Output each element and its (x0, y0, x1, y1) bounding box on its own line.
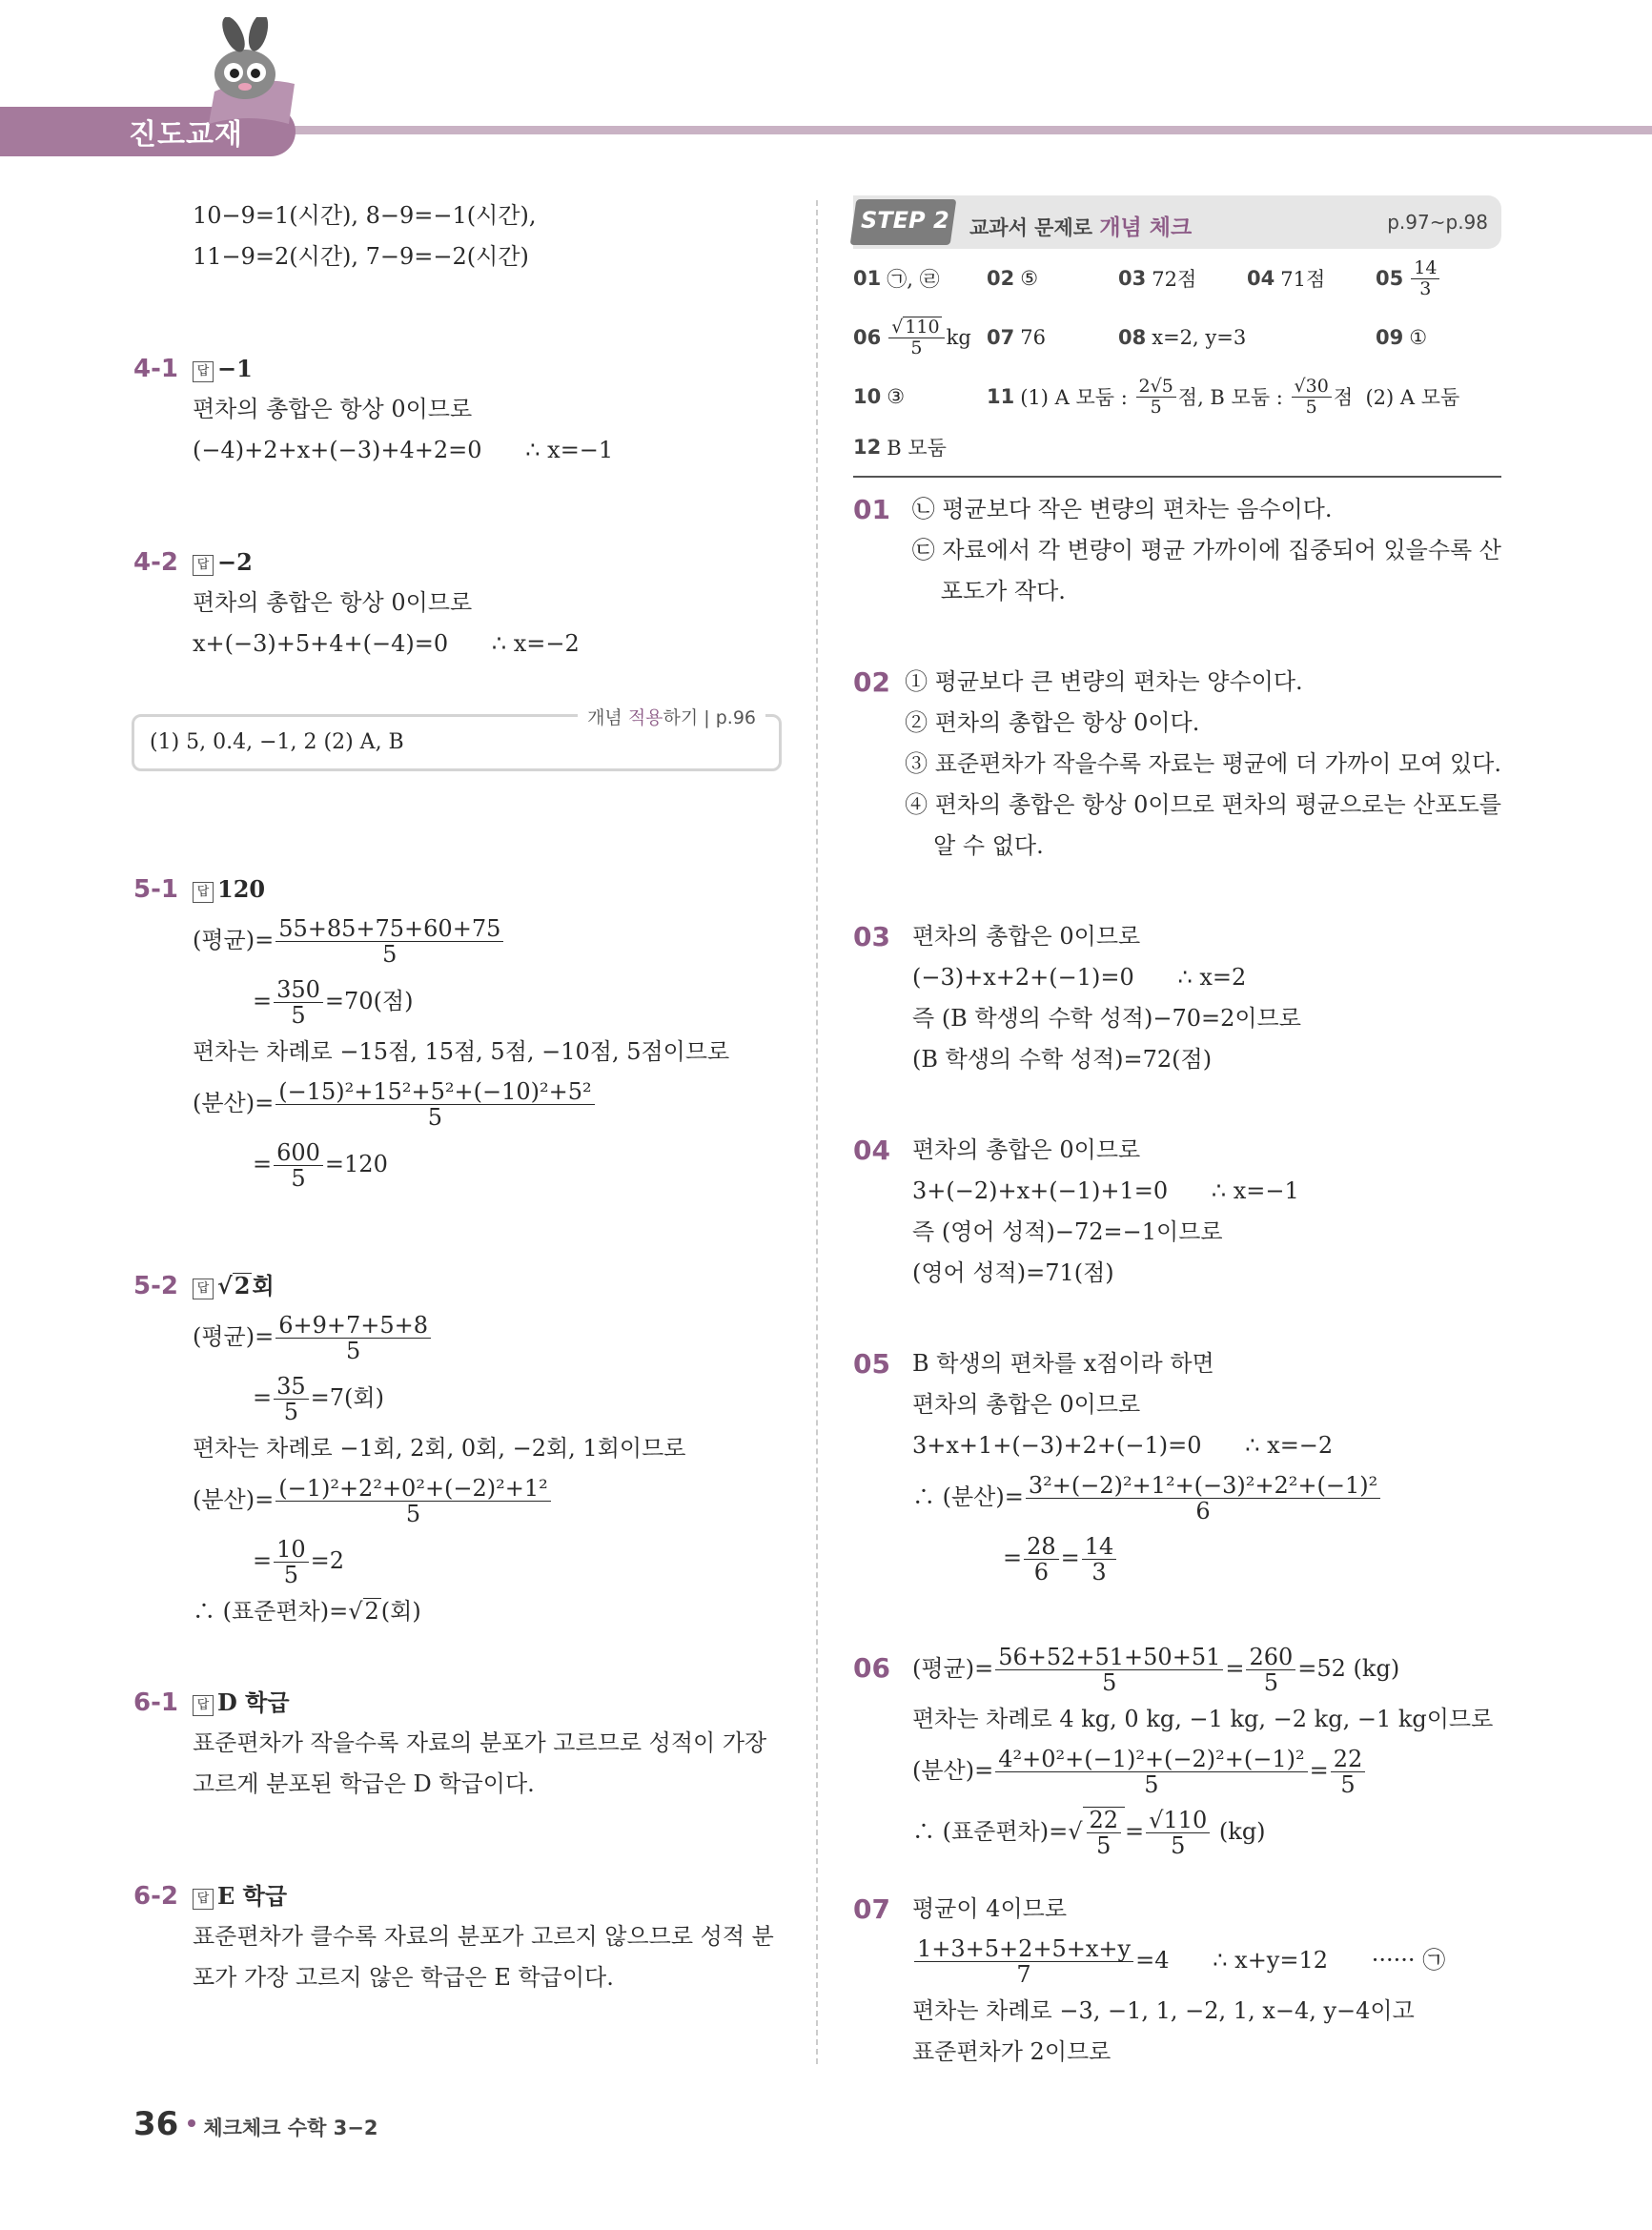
answer-value: E 학급 (217, 1882, 288, 1910)
deviation-line: 편차는 차례로 4 kg, 0 kg, −1 kg, −2 kg, −1 kg이므로 (912, 1706, 1494, 1732)
answer-row (853, 367, 1501, 426)
answer-number: 03 (1118, 267, 1147, 290)
explanation-line: (−3)+x+2+(−1)=0 ∴ x=2 (912, 964, 1247, 991)
fraction (1082, 1534, 1117, 1586)
explanation-line: 편차의 총합은 0이므로 (912, 923, 1141, 950)
lhs: (분산)= (912, 1757, 994, 1784)
answer-number: 01 (853, 267, 882, 290)
lhs: (분산)= (193, 1486, 275, 1513)
bunny-mascot-icon (195, 17, 300, 124)
answer-item (987, 377, 1459, 418)
explanation-line: 즉 (B 학생의 수학 성적)−70=2이므로 (912, 1005, 1301, 1032)
concept-box-label (578, 704, 765, 729)
std-dev-line: ∴ (표준편차)=√2(회) (193, 1598, 421, 1625)
numerator: 35 (274, 1374, 309, 1400)
unit: (회) (380, 1598, 421, 1625)
numerator: 2√5 (1136, 377, 1176, 398)
explanation-line: (B 학생의 수학 성적)=72(점) (912, 1046, 1213, 1073)
explanation-line: 평균이 4이므로 (912, 1895, 1068, 1922)
numerator: 55+85+75+60+75 (275, 916, 503, 942)
explanation-line: 알 수 없다. (933, 832, 1044, 859)
explanation-line: 3+x+1+(−3)+2+(−1)=0 ∴ x=−2 (912, 1432, 1334, 1459)
denominator: 5 (283, 1562, 299, 1588)
answer-value: ㉠, ㉣ (887, 268, 940, 291)
lhs: ∴ (표준편차)= (193, 1598, 349, 1625)
concept-box-body: (1) 5, 0.4, −1, 2 (2) A, B (150, 730, 404, 754)
mean-equation (133, 1306, 801, 1367)
numerator: 22 (1331, 1747, 1366, 1772)
solution-line: 편차의 총합은 항상 0이므로 (193, 589, 473, 616)
unit: 회 (252, 1272, 275, 1299)
fraction (995, 1747, 1307, 1798)
problem-5-2-answer (133, 1265, 801, 1306)
answer-item (1118, 264, 1247, 293)
explanation-line: (영어 성적)=71(점) (912, 1259, 1114, 1286)
answer-text: 점, B 모둠 : (1177, 386, 1290, 409)
explanation-05 (853, 1343, 1501, 1588)
explanation-06 (853, 1638, 1501, 1862)
std-dev-equation: ∴ (표준편차)=√ $\frac{22}{5}$ = $\frac{√110}{5}$ (kg) (912, 1806, 1266, 1859)
left-column (133, 195, 801, 1998)
step-badge: STEP 2 (861, 207, 949, 234)
explanation-02 (853, 662, 1501, 867)
intro-line-1: 10−9=1(시간), 8−9=−1(시간), (193, 202, 537, 229)
fraction (275, 1079, 594, 1131)
explanation-line: 표준편차가 2이므로 (912, 2038, 1112, 2065)
explanation-number: 03 (853, 921, 890, 952)
numerator: 28 (1024, 1534, 1059, 1560)
title-part: 교과서 문제로 (969, 216, 1100, 239)
numerator: 350 (274, 977, 323, 1003)
fraction (1246, 1645, 1295, 1696)
fraction (274, 1140, 323, 1192)
fraction (275, 1476, 551, 1527)
denominator: 5 (1263, 1669, 1279, 1696)
problem-number: 5-2 (133, 1272, 178, 1300)
numerator: 1+3+5+2+5+x+y (914, 1936, 1133, 1962)
rhs: =7(회) (310, 1384, 384, 1411)
step-header (853, 195, 1501, 249)
numerator: 22 (1087, 1808, 1122, 1833)
denominator: 5 (345, 1338, 361, 1364)
numerator: (−15)²+15²+5²+(−10)²+5² (275, 1079, 594, 1105)
answer-value: 76 (1020, 326, 1046, 349)
variance-equation: (분산)= $\frac{\text{4²+0²+(−1)²+(−2)²+(−1)²}}{5}$ = $\frac{22}{5}$ (912, 1740, 1501, 1801)
fraction (275, 1313, 431, 1364)
label-part: 하기 | p.96 (663, 707, 756, 728)
answer-value: √2회 (217, 1272, 275, 1299)
rhs: =120 (324, 1151, 388, 1177)
numerator: √110 (1146, 1808, 1210, 1833)
mean-equation (912, 1930, 1501, 1991)
sqrt-radicand: 110 (905, 317, 940, 338)
denominator: 5 (283, 1399, 299, 1425)
page-range: p.97~p.98 (1387, 211, 1488, 234)
header-title: 진도교재 (129, 118, 243, 152)
numerator: 14 (1082, 1534, 1117, 1560)
solution-line: 포가 가장 고르지 않은 학급은 E 학급이다. (193, 1964, 614, 1991)
explanation-line: ㉡ 평균보다 작은 변량의 편차는 음수이다. (911, 496, 1333, 522)
explanation-line: ㉢ 자료에서 각 변량이 평균 가까이에 집중되어 있을수록 산 (911, 537, 1501, 563)
sqrt-radicand: 2 (364, 1598, 379, 1625)
numerator: 3²+(−2)²+1²+(−3)²+2²+(−1)² (1026, 1473, 1380, 1499)
numerator: 6+9+7+5+8 (275, 1313, 431, 1339)
intro-line-2: 11−9=2(시간), 7−9=−2(시간) (193, 243, 529, 270)
answer-item (987, 326, 1118, 349)
explanation-line: 즉 (영어 성적)−72=−1이므로 (912, 1218, 1223, 1245)
answer-value: B 모둠 (887, 437, 947, 460)
unit: (kg) (1218, 1818, 1266, 1845)
problem-4-1-answer (133, 348, 801, 389)
explanation-line: 포도가 작다. (940, 578, 1066, 604)
deviation-line: 편차는 차례로 −1회, 2회, 0회, −2회, 1회이므로 (193, 1435, 686, 1462)
explanation-number: 05 (853, 1348, 890, 1380)
problem-6-2-answer (133, 1875, 801, 1916)
denominator: 5 (405, 1501, 421, 1527)
explanation-line: ① 평균보다 큰 변량의 편차는 양수이다. (905, 668, 1303, 695)
fraction (1136, 377, 1176, 418)
problem-5-1-answer (133, 869, 801, 910)
fraction (995, 1645, 1223, 1696)
answer-number: 05 (1376, 267, 1404, 290)
answer-value: ⑤ (1020, 267, 1039, 290)
answer-number: 04 (1247, 267, 1275, 290)
explanation-line: 3+(−2)+x+(−1)+1=0 ∴ x=−1 (912, 1177, 1299, 1204)
answer-item (1376, 326, 1427, 349)
explanation-line: 편차는 차례로 −3, −1, 1, −2, 1, x−4, y−4이고 (912, 1997, 1415, 2024)
answer-number: 10 (853, 385, 882, 408)
answer-value: 71점 (1280, 268, 1326, 291)
denominator: 5 (1096, 1832, 1112, 1859)
deviation-line: 편차는 차례로 −15점, 15점, 5점, −10점, 5점이므로 (193, 1038, 730, 1065)
rhs: =70(점) (324, 988, 414, 1014)
explanation-01 (853, 489, 1501, 612)
problem-number: 4-2 (133, 548, 178, 577)
lhs: (평균)= (193, 1323, 275, 1350)
answer-value: x=2, y=3 (1152, 326, 1247, 349)
variance-result: = $\frac{10}{5}$ =2 (253, 1535, 345, 1588)
numerator: 4²+0²+(−1)²+(−2)²+(−1)² (995, 1747, 1307, 1772)
solution-line: 고르게 분포된 학급은 D 학급이다. (193, 1770, 535, 1797)
problem-number: 6-2 (133, 1882, 178, 1911)
answer-box: 답 (193, 361, 214, 382)
answer-value: −2 (217, 548, 253, 576)
explanation-number: 06 (853, 1652, 890, 1684)
variance-equation (912, 1466, 1501, 1527)
answer-box: 답 (193, 1889, 214, 1910)
fraction (1146, 1808, 1210, 1859)
denominator: 5 (1171, 1832, 1186, 1859)
bullet-dot-icon (188, 2119, 195, 2127)
rhs: =52 (kg) (1297, 1655, 1400, 1682)
lhs: (평균)= (912, 1655, 994, 1682)
problem-number: 4-1 (133, 355, 178, 383)
denominator: 5 (1144, 1771, 1159, 1798)
solution-line: 표준편차가 클수록 자료의 분포가 고르지 않으므로 성적 분 (193, 1923, 774, 1950)
mean-result: = $\frac{350}{5}$ =70(점) (253, 975, 414, 1029)
answer-value: −1 (217, 355, 253, 382)
fraction (275, 916, 503, 968)
answer-number: 09 (1376, 326, 1404, 349)
page-footer (133, 2105, 378, 2143)
answer-number: 06 (853, 326, 882, 349)
explanation-line: 편차의 총합은 0이므로 (912, 1391, 1141, 1418)
answer-value: ③ (887, 385, 906, 408)
mean-equation: (평균)= $\frac{56+52+51+50+51}{5}$ = $\frac{260}{5}$ =52 (kg) (912, 1643, 1400, 1696)
fraction (274, 1537, 309, 1588)
lhs: ∴ (분산)= (912, 1483, 1024, 1510)
fraction (1411, 258, 1439, 299)
answer-item (853, 264, 987, 293)
denominator: 3 (1091, 1559, 1107, 1586)
sqrt-radicand: 2 (234, 1272, 251, 1299)
variance-result: = $\frac{600}{5}$ =120 (253, 1138, 388, 1192)
title-highlight: 개념 체크 (1099, 215, 1193, 240)
numerator: 260 (1246, 1645, 1295, 1670)
answer-item (1118, 326, 1376, 349)
explanation-number: 07 (853, 1893, 890, 1925)
answer-box: 답 (193, 1279, 214, 1299)
explanation-line: ③ 표준편차가 작을수록 자료는 평균에 더 가까이 모여 있다. (905, 750, 1501, 777)
answer-row (853, 308, 1501, 367)
problem-number: 5-1 (133, 875, 178, 904)
fraction (888, 317, 944, 358)
explanation-04 (853, 1130, 1501, 1294)
answer-box: 답 (193, 1695, 214, 1716)
answer-item (853, 317, 987, 358)
answer-number: 07 (987, 326, 1015, 349)
fraction (274, 1374, 309, 1425)
answer-text: (1) A 모둠 : (1020, 386, 1134, 409)
fraction (1024, 1534, 1059, 1586)
label-part: 개념 (587, 707, 628, 728)
answer-text: 점 (2) A 모둠 (1333, 386, 1460, 409)
problem-number: 6-1 (133, 1688, 178, 1717)
explanation-line: B 학생의 편차를 x점이라 하면 (912, 1350, 1214, 1377)
denominator: 5 (427, 1104, 443, 1131)
problem-6-1-answer (133, 1682, 801, 1723)
page-number: 36 (133, 2105, 179, 2143)
answer-box: 답 (193, 555, 214, 576)
fraction (1331, 1747, 1366, 1798)
variance-equation (133, 1469, 801, 1530)
answer-number: 12 (853, 436, 882, 459)
explanation-line: ④ 편차의 총합은 항상 0이므로 편차의 평균으로는 산포도를 (905, 791, 1501, 818)
denominator: 6 (1033, 1559, 1050, 1586)
rhs: =4 ∴ x+y=12 ······ ㉠ (1135, 1947, 1446, 1974)
fraction (914, 1936, 1133, 1988)
denominator: 5 (291, 1165, 306, 1192)
right-column (853, 195, 1501, 2073)
denominator: 5 (1150, 396, 1162, 418)
mean-equation (133, 910, 801, 971)
explanation-03 (853, 916, 1501, 1080)
header-rule (276, 126, 1652, 134)
rhs: =2 (310, 1547, 345, 1574)
denominator: 5 (1305, 396, 1317, 418)
denominator: 7 (1016, 1961, 1031, 1988)
column-divider (816, 200, 818, 2064)
answer-number: 02 (987, 267, 1015, 290)
numerator: 10 (274, 1537, 309, 1563)
answer-item (1247, 264, 1376, 293)
answer-item (1376, 258, 1441, 299)
answer-row (853, 249, 1501, 308)
answer-value: ① (1409, 326, 1428, 349)
lhs: (분산)= (193, 1090, 275, 1116)
book-title: 체크체크 수학 3−2 (203, 2117, 378, 2139)
concept-apply-box (132, 707, 782, 771)
numerator: √30 (1292, 377, 1332, 398)
solution-line: x+(−3)+5+4+(−4)=0 ∴ x=−2 (193, 630, 580, 657)
lhs: ∴ (표준편차)= (912, 1818, 1069, 1845)
unit: kg (946, 326, 971, 349)
fraction (1026, 1473, 1380, 1524)
explanation-number: 04 (853, 1135, 890, 1166)
denominator: 5 (910, 338, 923, 358)
answer-value: 72점 (1152, 268, 1197, 291)
denominator: 5 (1340, 1771, 1356, 1798)
sqrt-group (1083, 1807, 1126, 1859)
answer-box: 답 (193, 882, 214, 903)
explanation-07 (853, 1889, 1501, 2073)
explanation-number: 01 (853, 494, 890, 525)
solution-line: (−4)+2+x+(−3)+4+2=0 ∴ x=−1 (193, 437, 614, 463)
numerator: 14 (1411, 258, 1439, 279)
answer-number: 08 (1118, 326, 1147, 349)
solution-line: 표준편차가 작을수록 자료의 분포가 고르므로 성적이 가장 (193, 1729, 767, 1756)
step-title (969, 210, 1192, 241)
lhs: (평균)= (193, 927, 275, 953)
numerator: (−1)²+2²+0²+(−2)²+1² (275, 1476, 551, 1502)
answer-item (853, 433, 947, 461)
variance-equation (133, 1073, 801, 1134)
problem-4-2-answer (133, 542, 801, 583)
explanation-number: 02 (853, 666, 890, 698)
fraction (1087, 1808, 1122, 1859)
denominator: 5 (291, 1002, 306, 1029)
denominator: 5 (382, 941, 398, 968)
answer-item (853, 385, 987, 408)
denominator: 5 (1102, 1669, 1117, 1696)
answer-row (853, 426, 1501, 468)
solution-line: 편차의 총합은 항상 0이므로 (193, 396, 473, 422)
answer-value: 120 (217, 875, 266, 903)
numerator: √ 110 (888, 317, 944, 338)
numerator: 56+52+51+50+51 (995, 1645, 1223, 1670)
numerator: 600 (274, 1140, 323, 1166)
explanation-line: ② 편차의 총합은 항상 0이다. (905, 709, 1200, 736)
variance-result: = $\frac{28}{6}$ = $\frac{14}{3}$ (912, 1527, 1501, 1588)
label-highlight: 적용 (627, 707, 663, 728)
explanation-line: 편차의 총합은 0이므로 (912, 1136, 1141, 1163)
answer-number: 11 (987, 385, 1015, 408)
fraction (274, 977, 323, 1029)
answer-value: D 학급 (217, 1688, 290, 1716)
answer-item (987, 267, 1118, 290)
denominator: 6 (1195, 1498, 1211, 1524)
denominator: 3 (1419, 277, 1432, 299)
fraction (1292, 377, 1332, 418)
mean-result: = $\frac{35}{5}$ =7(회) (253, 1372, 384, 1425)
